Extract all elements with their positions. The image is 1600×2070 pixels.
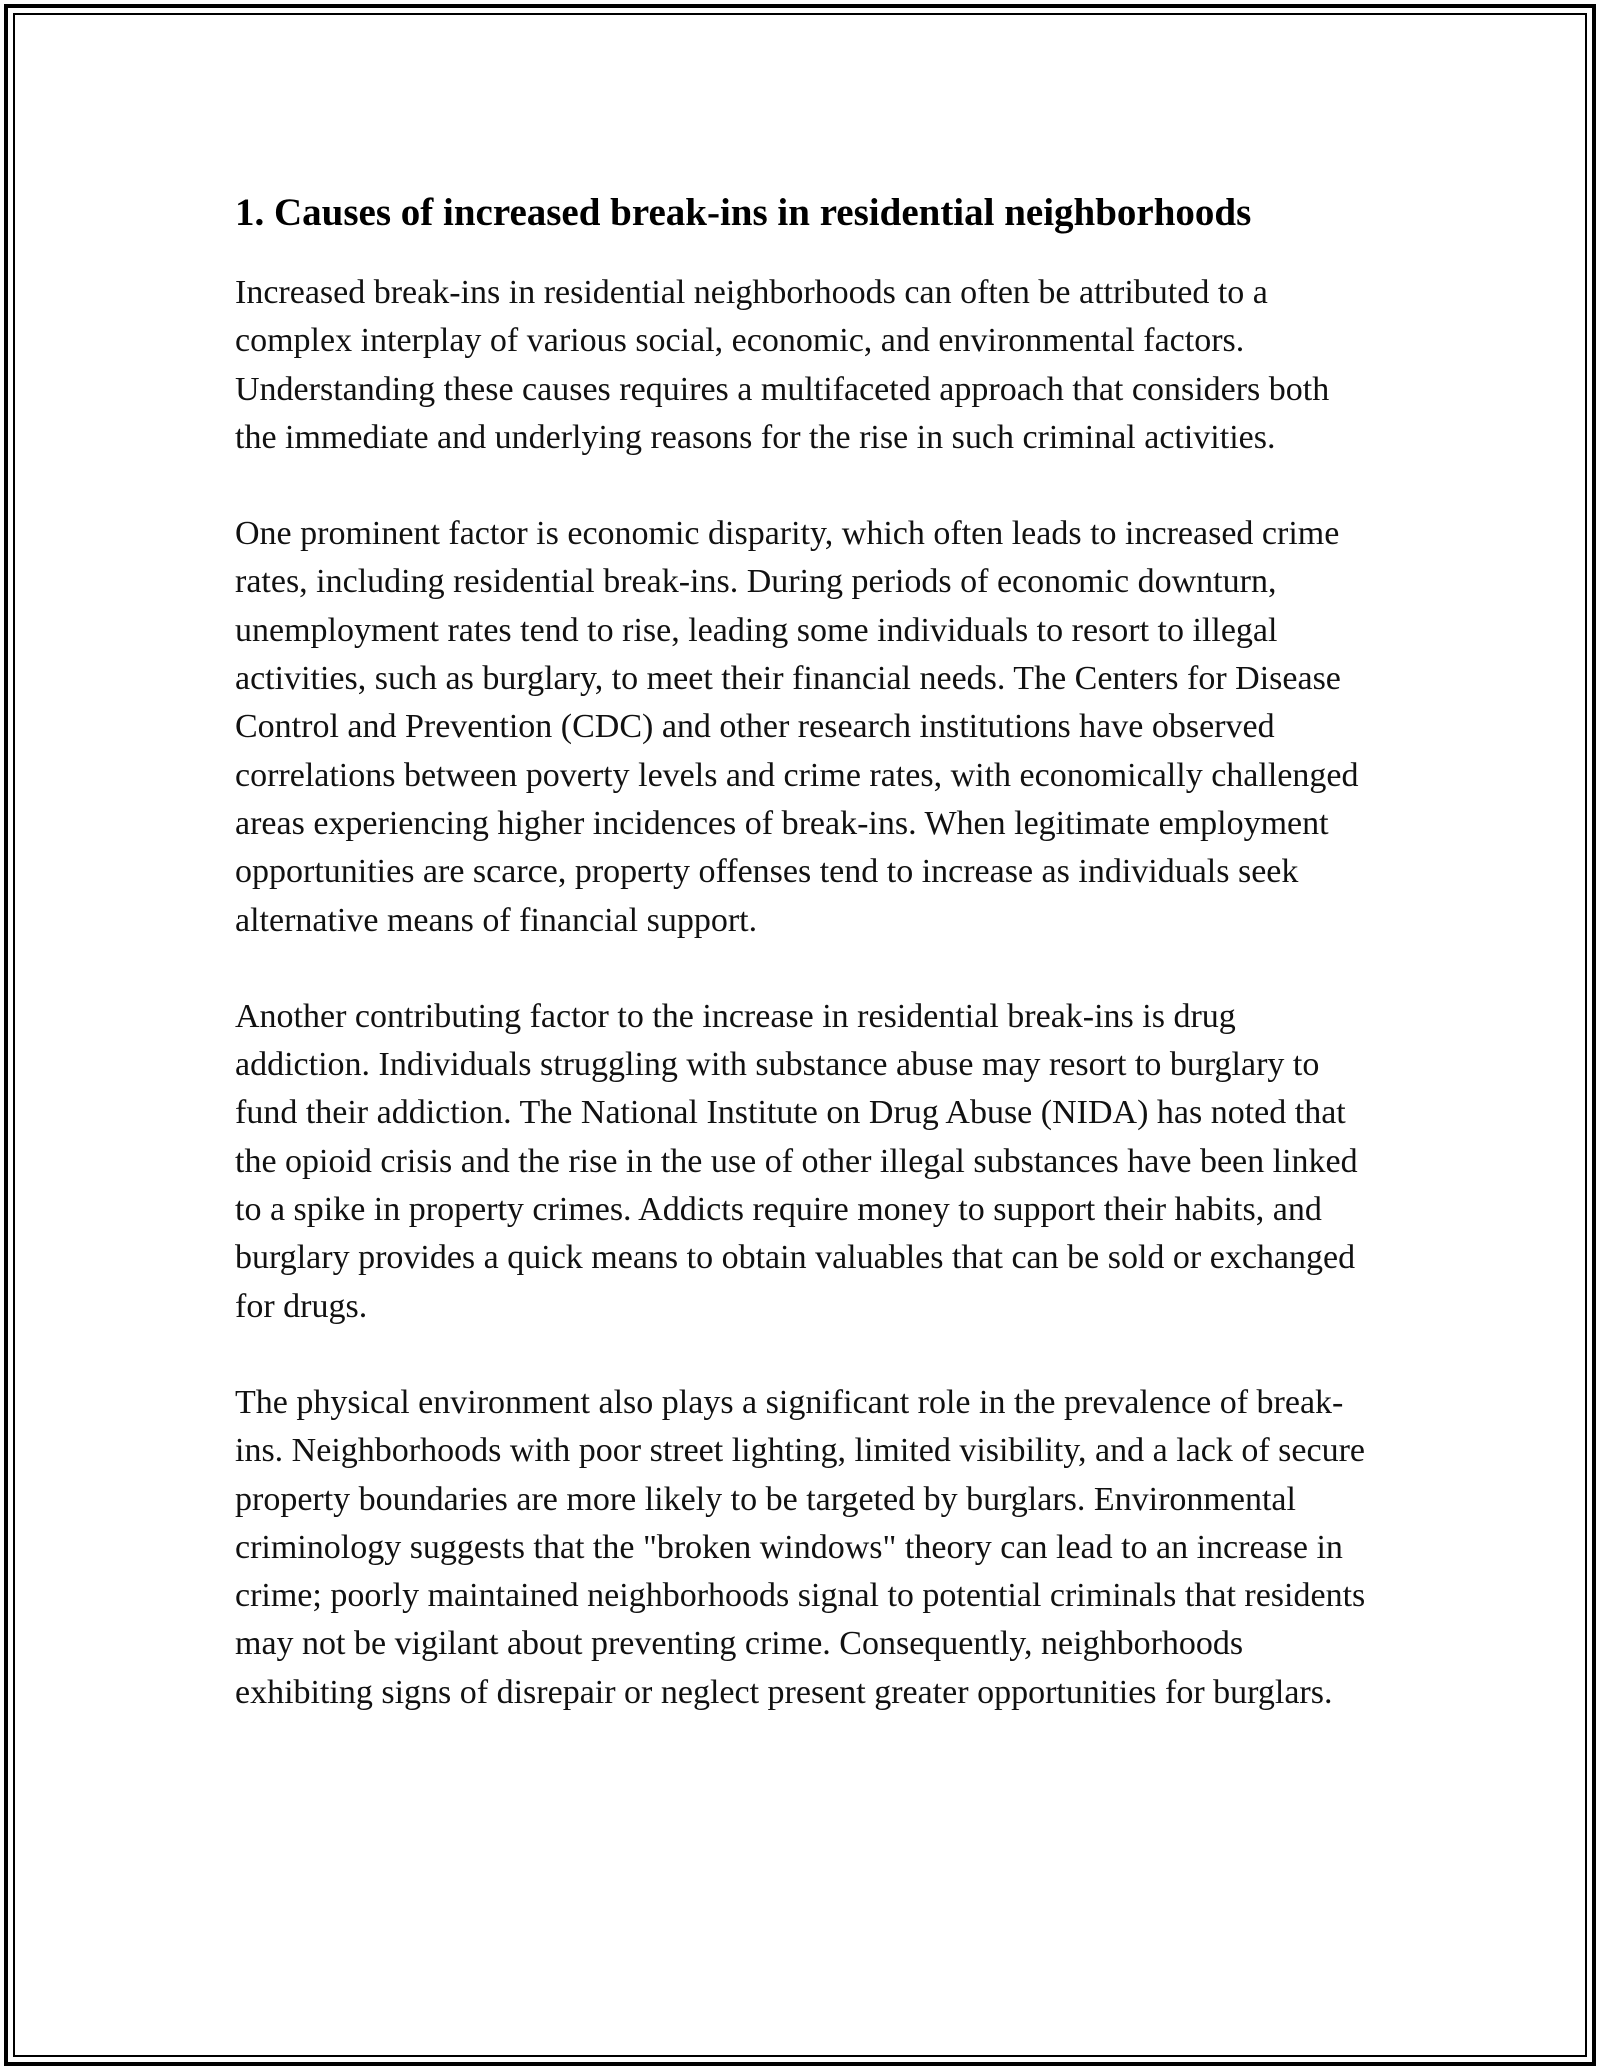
paragraph-economic-disparity: One prominent factor is economic disparity, which often leads to increased crime rates, including residential break-ins. During periods of economic downturn, unemployment rates tend to rise, leading some individuals to resort to illegal activities, such as burglary, to meet their financial needs. The Centers for Disease Control and Prevention (CDC) and other research institutions have observed correlations between poverty levels and crime rates, with economically challenged areas experiencing higher incidences of break-ins. When legitimate employment opportunities are scarce, property offenses tend to increase as individuals seek alternative means of financial support. [235, 515, 1359, 939]
document-body [235, 185, 1375, 1765]
paragraph-physical-environment: The physical environment also plays a significant role in the prevalence of break-ins. Neighborhoods with poor street lighting, limited visibility, and a lack of secure property boundaries are more likely to be targeted by burglars. Environmental criminology suggests that the "broken windows" theory can lead to an increase in crime; poorly maintained neighborhoods signal to potential criminals that residents may not be vigilant about preventing crime. Consequently, neighborhoods exhibiting signs of disrepair or neglect present greater opportunities for burglars. [235, 1383, 1366, 1711]
paragraph-intro: Increased break-ins in residential neighborhoods can often be attributed to a complex interplay of various social, economic, and environmental factors. Understanding these causes requires a multifaceted approach that considers both the immediate and underlying reasons for the rise in such criminal activities. [235, 274, 1330, 456]
paragraph-drug-addiction: Another contributing factor to the increase in residential break-ins is drug addiction. Individuals struggling with substance abuse may resort to burglary to fund their addiction. The National Institute on Drug Abuse (NIDA) has noted that the opioid crisis and the rise in the use of other illegal substances have been linked to a spike in property crimes. Addicts require money to support their habits, and burglary provides a quick means to obtain valuables that can be sold or exchanged for drugs. [235, 997, 1358, 1325]
section-heading: 1. Causes of increased break-ins in residential neighborhoods [235, 191, 1252, 234]
